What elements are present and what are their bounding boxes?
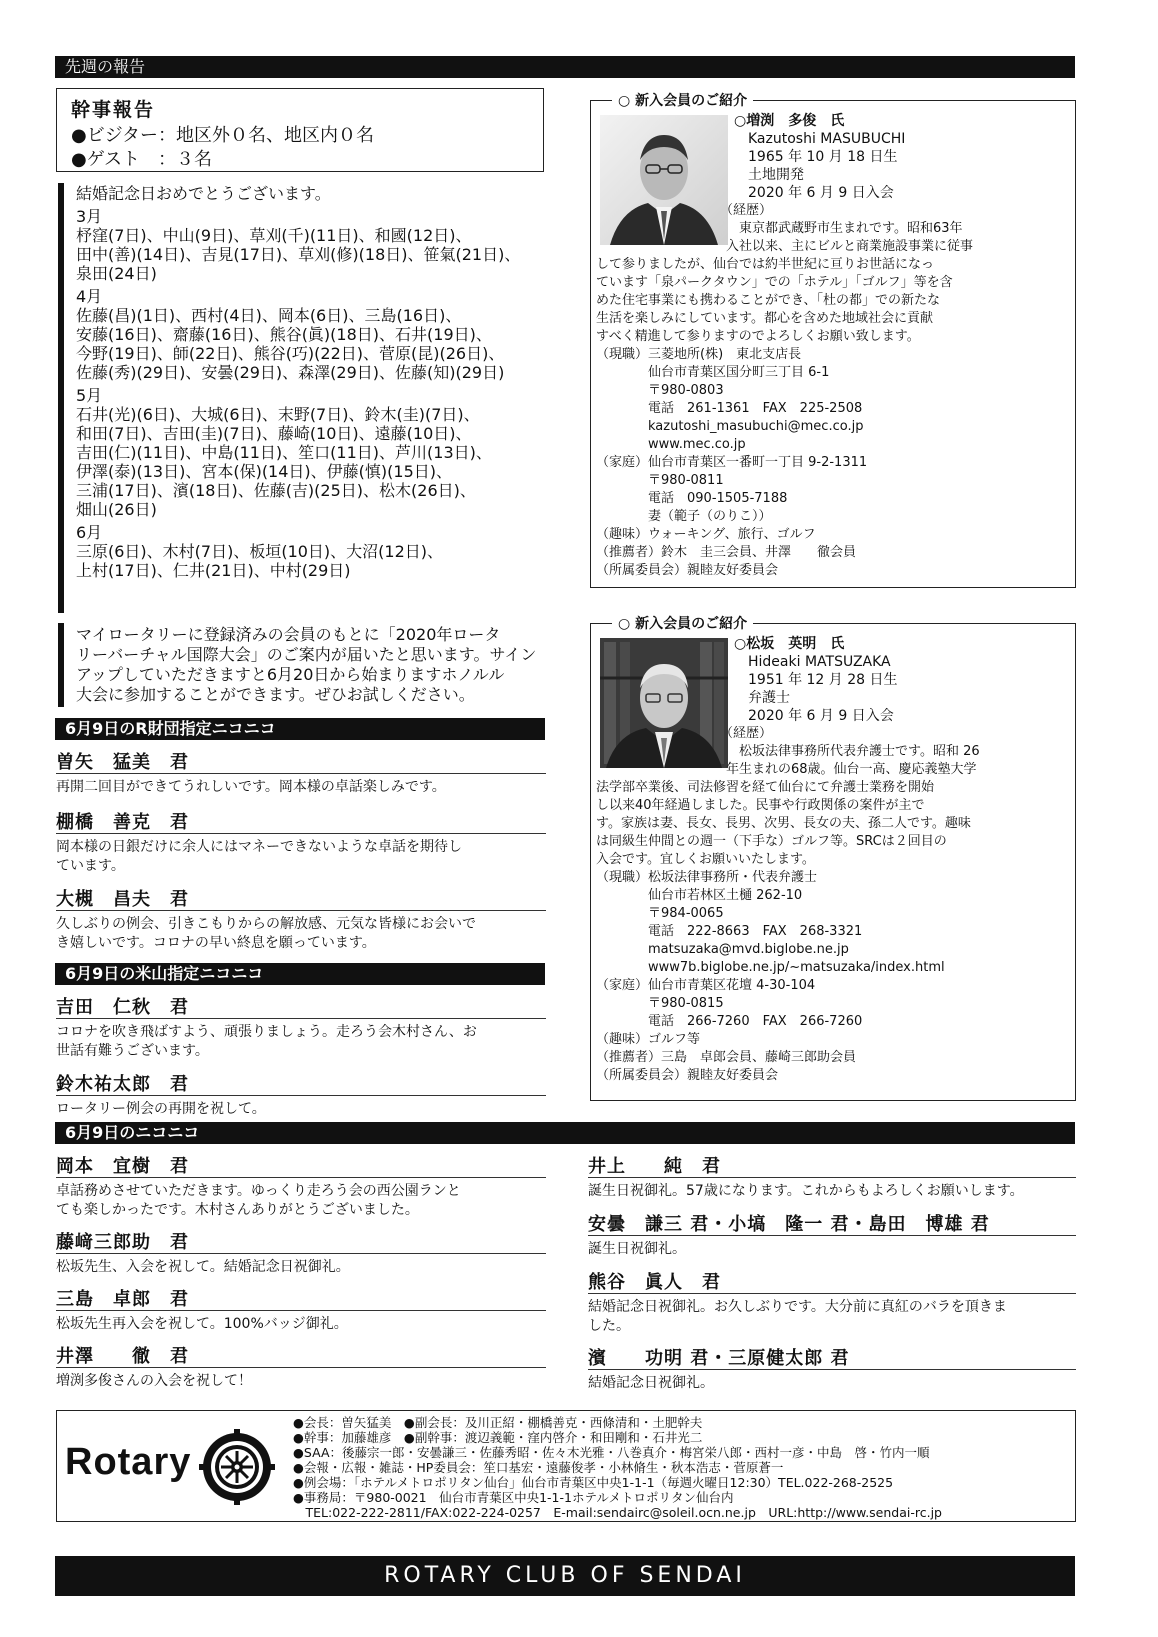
info-line: www.mec.co.jp <box>596 437 746 452</box>
nikoniko-left-message-4 <box>56 1372 252 1391</box>
anniversary-line: 三浦(17日)、濱(18日)、佐藤(吉)(25日)、松木(26日)、 <box>76 481 476 500</box>
anniversary-line: 今野(19日)、師(22日)、熊谷(巧)(22日)、菅原(昆)(26日)、 <box>76 344 505 363</box>
footer-line: TEL:022-222-2811/FAX:022-224-0257 E-mail:sendairc@soleil.ocn.ne.jp URL:http://www.sendai-rc.jp <box>293 1505 942 1520</box>
career-line: すべく精進して参りますのでよろしくお願い致します。 <box>596 329 920 344</box>
nikoniko-right-message-2 <box>588 1240 686 1259</box>
message-line: 結婚記念日祝御礼。お久しぶりです。大分前に真紅のバラを頂きま <box>588 1299 1007 1315</box>
member1-career-label: （経歴） <box>720 203 773 218</box>
rfund-name-1: 曽矢 猛美 君 <box>56 752 189 773</box>
info-line: 〒984-0065 <box>596 906 724 921</box>
anniversary-line: 泉田(24日) <box>76 264 157 283</box>
career-line: 生活を楽しみにしています。都心を含めた地域社会に貢献 <box>596 311 933 326</box>
message-line: 松坂先生、入会を祝して。結婚記念日祝御礼。 <box>56 1259 350 1275</box>
underline <box>56 833 546 834</box>
anniversary-line: 杼窪(7日)、中山(9日)、草刈(千)(11日)、和國(12日)、 <box>76 226 472 245</box>
info-line: （趣味）ウォーキング、旅行、ゴルフ <box>596 527 816 542</box>
info-line: 電話 266-7260 FAX 266-7260 <box>596 1014 863 1029</box>
anniversary-line: 三原(6日)、木村(7日)、板垣(10日)、大沼(12日)、 <box>76 542 444 561</box>
member2-career-label: （経歴） <box>720 726 773 741</box>
anniversary-line: 佐藤(秀)(29日)、安曇(29日)、森澤(29日)、佐藤(知)(29日) <box>76 363 505 382</box>
info-line: 仙台市青葉区国分町三丁目 6-1 <box>596 365 830 380</box>
yonezawa-message-2 <box>56 1100 266 1119</box>
nikoniko-right-name-1: 井上 純 君 <box>588 1156 721 1177</box>
underline <box>588 1369 1076 1370</box>
info-line: （現職）松坂法律事務所・代表弁護士 <box>596 870 818 885</box>
info-line: （所属委員会）親睦友好委員会 <box>596 1068 779 1083</box>
footer-line: ●会報・広報・雑誌・HP委員会：笙口基宏・遠藤俊孝・小林脩生・秋本浩志・菅原蒼一 <box>293 1460 784 1475</box>
rfund-header <box>55 718 545 740</box>
info-line: 仙台市若林区土樋 262-10 <box>596 888 803 903</box>
career-line: 入会です。宜しくお願いいたします。 <box>596 852 815 867</box>
nikoniko-right-message-4 <box>588 1374 714 1393</box>
member1-job: 土地開発 <box>748 167 804 183</box>
anniversary-month: 6月 <box>76 523 103 542</box>
myrotary-line: 大会に参加することができます。ぜひお試しください。 <box>76 685 475 704</box>
member1-birth: 1965 年 10 月 18 日生 <box>748 149 898 165</box>
career-line: 法学部卒業後、司法修習を経て仙台にて弁護士業務を開始 <box>596 780 935 795</box>
info-line: www7b.biglobe.ne.jp/~matsuzaka/index.html <box>596 960 945 975</box>
info-line: kazutoshi_masubuchi@mec.co.jp <box>596 419 864 434</box>
member2-birth: 1951 年 12 月 28 日生 <box>748 672 898 688</box>
career-line: 年生まれの68歳。仙台一高、慶応義塾大学 <box>726 762 977 777</box>
underline <box>588 1235 1076 1236</box>
info-line: （所属委員会）親睦友好委員会 <box>596 563 779 578</box>
myrotary-line: アップしていただきますと6月20日から始まりますホノルル <box>76 665 505 684</box>
info-line: （家庭）仙台市青葉区一番町一丁目 9-2-1311 <box>596 455 868 470</box>
career-line: し以来40年経過しました。民事や行政関係の案件が主で <box>596 798 925 813</box>
career-line: す。家族は妻、長女、長男、次男、長女の夫、孫二人です。趣味 <box>596 816 971 831</box>
member2-title: ○ 新入会員のご紹介 <box>612 613 753 633</box>
career-line: めた住宅事業にも携わることができ、「杜の都」での新たな <box>596 293 940 308</box>
info-line: （推薦者）鈴木 圭三会員、井澤 徹会員 <box>596 545 857 560</box>
anniversary-line: 吉田(仁)(11日)、中島(11日)、笙口(11日)、芦川(13日)、 <box>76 443 492 462</box>
yonezawa-name-1: 吉田 仁秋 君 <box>56 997 189 1018</box>
rfund-name-2: 棚橋 善克 君 <box>56 812 189 833</box>
nikoniko-right-name-2: 安曇 謙三 君・小塙 隆一 君・島田 博雄 君 <box>588 1214 990 1235</box>
yonezawa-header-text: 6月9日の米山指定ニコニコ <box>65 964 264 983</box>
message-line: コロナを吹き飛ばすよう、頑張りましょう。走ろう会木村さん、お <box>56 1024 477 1040</box>
info-line: 〒980-0811 <box>596 473 724 488</box>
anniversary-list <box>76 184 546 580</box>
nikoniko-left-message-2 <box>56 1258 350 1277</box>
nikoniko-header <box>55 1122 1075 1144</box>
nikoniko-right-message-3 <box>588 1298 1007 1336</box>
member2-career <box>596 725 1074 1085</box>
nikoniko-right-name-4: 濱 功明 君・三原健太郎 君 <box>588 1348 850 1369</box>
rfund-header-text: 6月9日のR財団指定ニコニコ <box>65 719 276 738</box>
message-line: 再開二回目ができてうれしいです。岡本様の卓話楽しみです。 <box>56 779 446 795</box>
info-line: 妻（範子（のりこ）） <box>596 509 772 524</box>
underline <box>56 773 546 774</box>
underline <box>56 1018 546 1019</box>
footer-info <box>293 1415 942 1520</box>
myrotary-line: リーバーチャル国際大会」のご案内が届いたと思います。サイン <box>76 645 537 664</box>
underline <box>56 1177 546 1178</box>
career-line: は同級生仲間との週一（下手な）ゴルフ等。SRCは２回目の <box>596 834 947 849</box>
nikoniko-right-message-1 <box>588 1182 1024 1201</box>
nikoniko-right-name-3: 熊谷 眞人 君 <box>588 1272 721 1293</box>
rotary-logo-text: Rotary <box>65 1441 192 1483</box>
underline <box>56 1095 546 1096</box>
anniversary-side-bar <box>58 183 64 613</box>
footer-line: ●会長：曽矢猛美 ●副会長：及川正紹・棚橋善克・西條清和・土肥幹夫 <box>293 1415 703 1430</box>
anniversary-line: 畑山(26日) <box>76 500 157 519</box>
info-line: matsuzaka@mvd.biglobe.ne.jp <box>596 942 849 957</box>
message-line: ロータリー例会の再開を祝して。 <box>56 1101 266 1117</box>
member2-name: ○松坂 英明 氏 <box>734 636 845 652</box>
underline <box>588 1293 1076 1294</box>
rotary-wheel-icon <box>199 1429 275 1505</box>
anniversary-line: 上村(17日)、仁井(21日)、中村(29日) <box>76 561 351 580</box>
footer-info-box <box>56 1410 1076 1522</box>
myrotary-line: マイロータリーに登録済みの会員のもとに「2020年ロータ <box>76 625 501 644</box>
member1-romaji: Kazutoshi MASUBUCHI <box>748 131 906 147</box>
message-line: 誕生日祝御礼。57歳になります。これからもよろしくお願いします。 <box>588 1183 1024 1199</box>
guests-line: ●ゲスト ：３名 <box>71 149 212 170</box>
member1-name: ○増渕 多俊 氏 <box>734 113 845 129</box>
info-line: （家庭）仙台市青葉区花壇 4-30-104 <box>596 978 816 993</box>
message-line: 結婚記念日祝御礼。 <box>588 1375 714 1391</box>
anniversary-month: 3月 <box>76 207 103 226</box>
nikoniko-left-name-1: 岡本 宜樹 君 <box>56 1156 189 1177</box>
message-line: 岡本様の日銀だけに余人にはマネーできないような卓話を期待し <box>56 839 462 855</box>
rfund-message-1 <box>56 778 446 797</box>
member2-romaji: Hideaki MATSUZAKA <box>748 654 891 670</box>
career-line: 松坂法律事務所代表弁護士です。昭和 26 <box>726 744 980 759</box>
footer-line: ●幹事：加藤雄彦 ●副幹事：渡辺義範・窪内啓介・和田剛和・石井光二 <box>293 1430 703 1445</box>
nikoniko-header-text: 6月9日のニコニコ <box>65 1123 200 1142</box>
anniversary-line: 伊澤(泰)(13日)、宮本(保)(14日)、伊藤(慎)(15日)、 <box>76 462 452 481</box>
info-line: 〒980-0815 <box>596 996 724 1011</box>
yonezawa-message-1 <box>56 1023 477 1061</box>
message-line: ています。 <box>56 858 125 874</box>
career-line: ています「泉パークタウン」での「ホテル」「ゴルフ」等を含 <box>596 275 953 290</box>
rfund-message-2 <box>56 838 462 876</box>
footer-club-bar <box>55 1556 1075 1596</box>
underline <box>56 1253 546 1254</box>
info-line: （推薦者）三島 卓郎会員、藤崎三郎助会員 <box>596 1050 857 1065</box>
underline <box>588 1177 1076 1178</box>
footer-line: ●SAA：後藤宗一郎・安曇謙三・佐藤秀昭・佐々木光雅・八巻真介・梅宮栄八郎・西村一彦・中島 啓・竹内一順 <box>293 1445 930 1460</box>
message-line: き嬉しいです。コロナの早い終息を願っています。 <box>56 935 376 951</box>
anniversary-line: 和田(7日)、吉田(圭)(7日)、藤崎(10日)、遠藤(10日)、 <box>76 424 472 443</box>
myrotary-side-bar <box>58 623 64 707</box>
nikoniko-left-message-3 <box>56 1315 348 1334</box>
underline <box>56 1310 546 1311</box>
member2-job: 弁護士 <box>748 690 790 706</box>
message-line: 卓話務めさせていただきます。ゆっくり走ろう会の西公園ランと <box>56 1183 461 1199</box>
anniversary-line: 石井(光)(6日)、大城(6日)、末野(7日)、鈴木(圭)(7日)、 <box>76 405 480 424</box>
message-line: 久しぶりの例会、引きこもりからの解放感、元気な皆様にお会いで <box>56 916 476 932</box>
myrotary-notice <box>76 625 546 705</box>
footer-line: ●事務局：〒980-0021 仙台市青葉区中央1-1-1ホテルメトロポリタン仙台内 <box>293 1490 734 1505</box>
section-header-last-week <box>55 56 1075 78</box>
member1-career <box>596 202 1074 580</box>
career-line: 東京都武蔵野市生まれです。昭和63年 <box>726 221 963 236</box>
nikoniko-left-name-2: 藤﨑三郎助 君 <box>56 1232 189 1253</box>
section-title: 先週の報告 <box>65 57 146 76</box>
info-line: （現職）三菱地所(株) 東北支店長 <box>596 347 802 362</box>
anniversary-line: 佐藤(昌)(1日)、西村(4日)、岡本(6日)、三島(16日)、 <box>76 306 462 325</box>
career-line: 入社以来、主にビルと商業施設事業に従事 <box>726 239 974 254</box>
anniversary-line: 安藤(16日)、齋藤(16日)、熊谷(眞)(18日)、石井(19日)、 <box>76 325 492 344</box>
secretary-report-box <box>56 88 544 172</box>
footer-line: ●例会場：「ホテルメトロポリタン仙台」仙台市青葉区中央1-1-1（毎週火曜日12:30）TEL.022-268-2525 <box>293 1475 894 1490</box>
visitors-line: ●ビジター：地区外０名、地区内０名 <box>71 125 374 146</box>
anniversary-month: 4月 <box>76 287 103 306</box>
info-line: （趣味）ゴルフ等 <box>596 1032 701 1047</box>
member1-title: ○ 新入会員のご紹介 <box>612 90 753 110</box>
nikoniko-left-message-1 <box>56 1182 461 1220</box>
secretary-title: 幹事報告 <box>71 99 156 121</box>
message-line: 松坂先生再入会を祝して。100%バッジ御礼。 <box>56 1316 348 1332</box>
member1-joined: 2020 年 6 月 9 日入会 <box>748 185 894 201</box>
underline <box>56 1367 546 1368</box>
club-name: ROTARY CLUB OF SENDAI <box>384 1563 746 1588</box>
info-line: 電話 222-8663 FAX 268-3321 <box>596 924 863 939</box>
yonezawa-name-2: 鈴木祐太郎 君 <box>56 1074 189 1095</box>
message-line: 世話有難うございます。 <box>56 1043 209 1059</box>
yonezawa-header <box>55 963 545 985</box>
nikoniko-left-name-4: 井澤 徹 君 <box>56 1346 189 1367</box>
nikoniko-left-name-3: 三島 卓郎 君 <box>56 1289 189 1310</box>
member2-joined: 2020 年 6 月 9 日入会 <box>748 708 894 724</box>
member2-info-header <box>734 635 898 725</box>
member1-info-header <box>734 112 905 202</box>
underline <box>56 910 546 911</box>
message-line: 誕生日祝御礼。 <box>588 1241 686 1257</box>
info-line: 電話 090-1505-7188 <box>596 491 788 506</box>
message-line: ても楽しかったです。木村さんありがとうございました。 <box>56 1202 419 1218</box>
message-line: 増渕多俊さんの入会を祝して！ <box>56 1373 252 1389</box>
rfund-message-3 <box>56 915 476 953</box>
rfund-name-3: 大槻 昌夫 君 <box>56 889 189 910</box>
anniversary-month: 5月 <box>76 386 103 405</box>
info-line: 電話 261-1361 FAX 225-2508 <box>596 401 863 416</box>
anniversary-line: 結婚記念日おめでとうございます。 <box>76 184 331 203</box>
message-line: した。 <box>588 1318 630 1334</box>
career-line: して参りましたが、仙台では約半世紀に亘りお世話になっ <box>596 257 935 272</box>
info-line: 〒980-0803 <box>596 383 724 398</box>
anniversary-line: 田中(善)(14日)、吉見(17日)、草刈(修)(18日)、笹氣(21日)、 <box>76 245 521 264</box>
